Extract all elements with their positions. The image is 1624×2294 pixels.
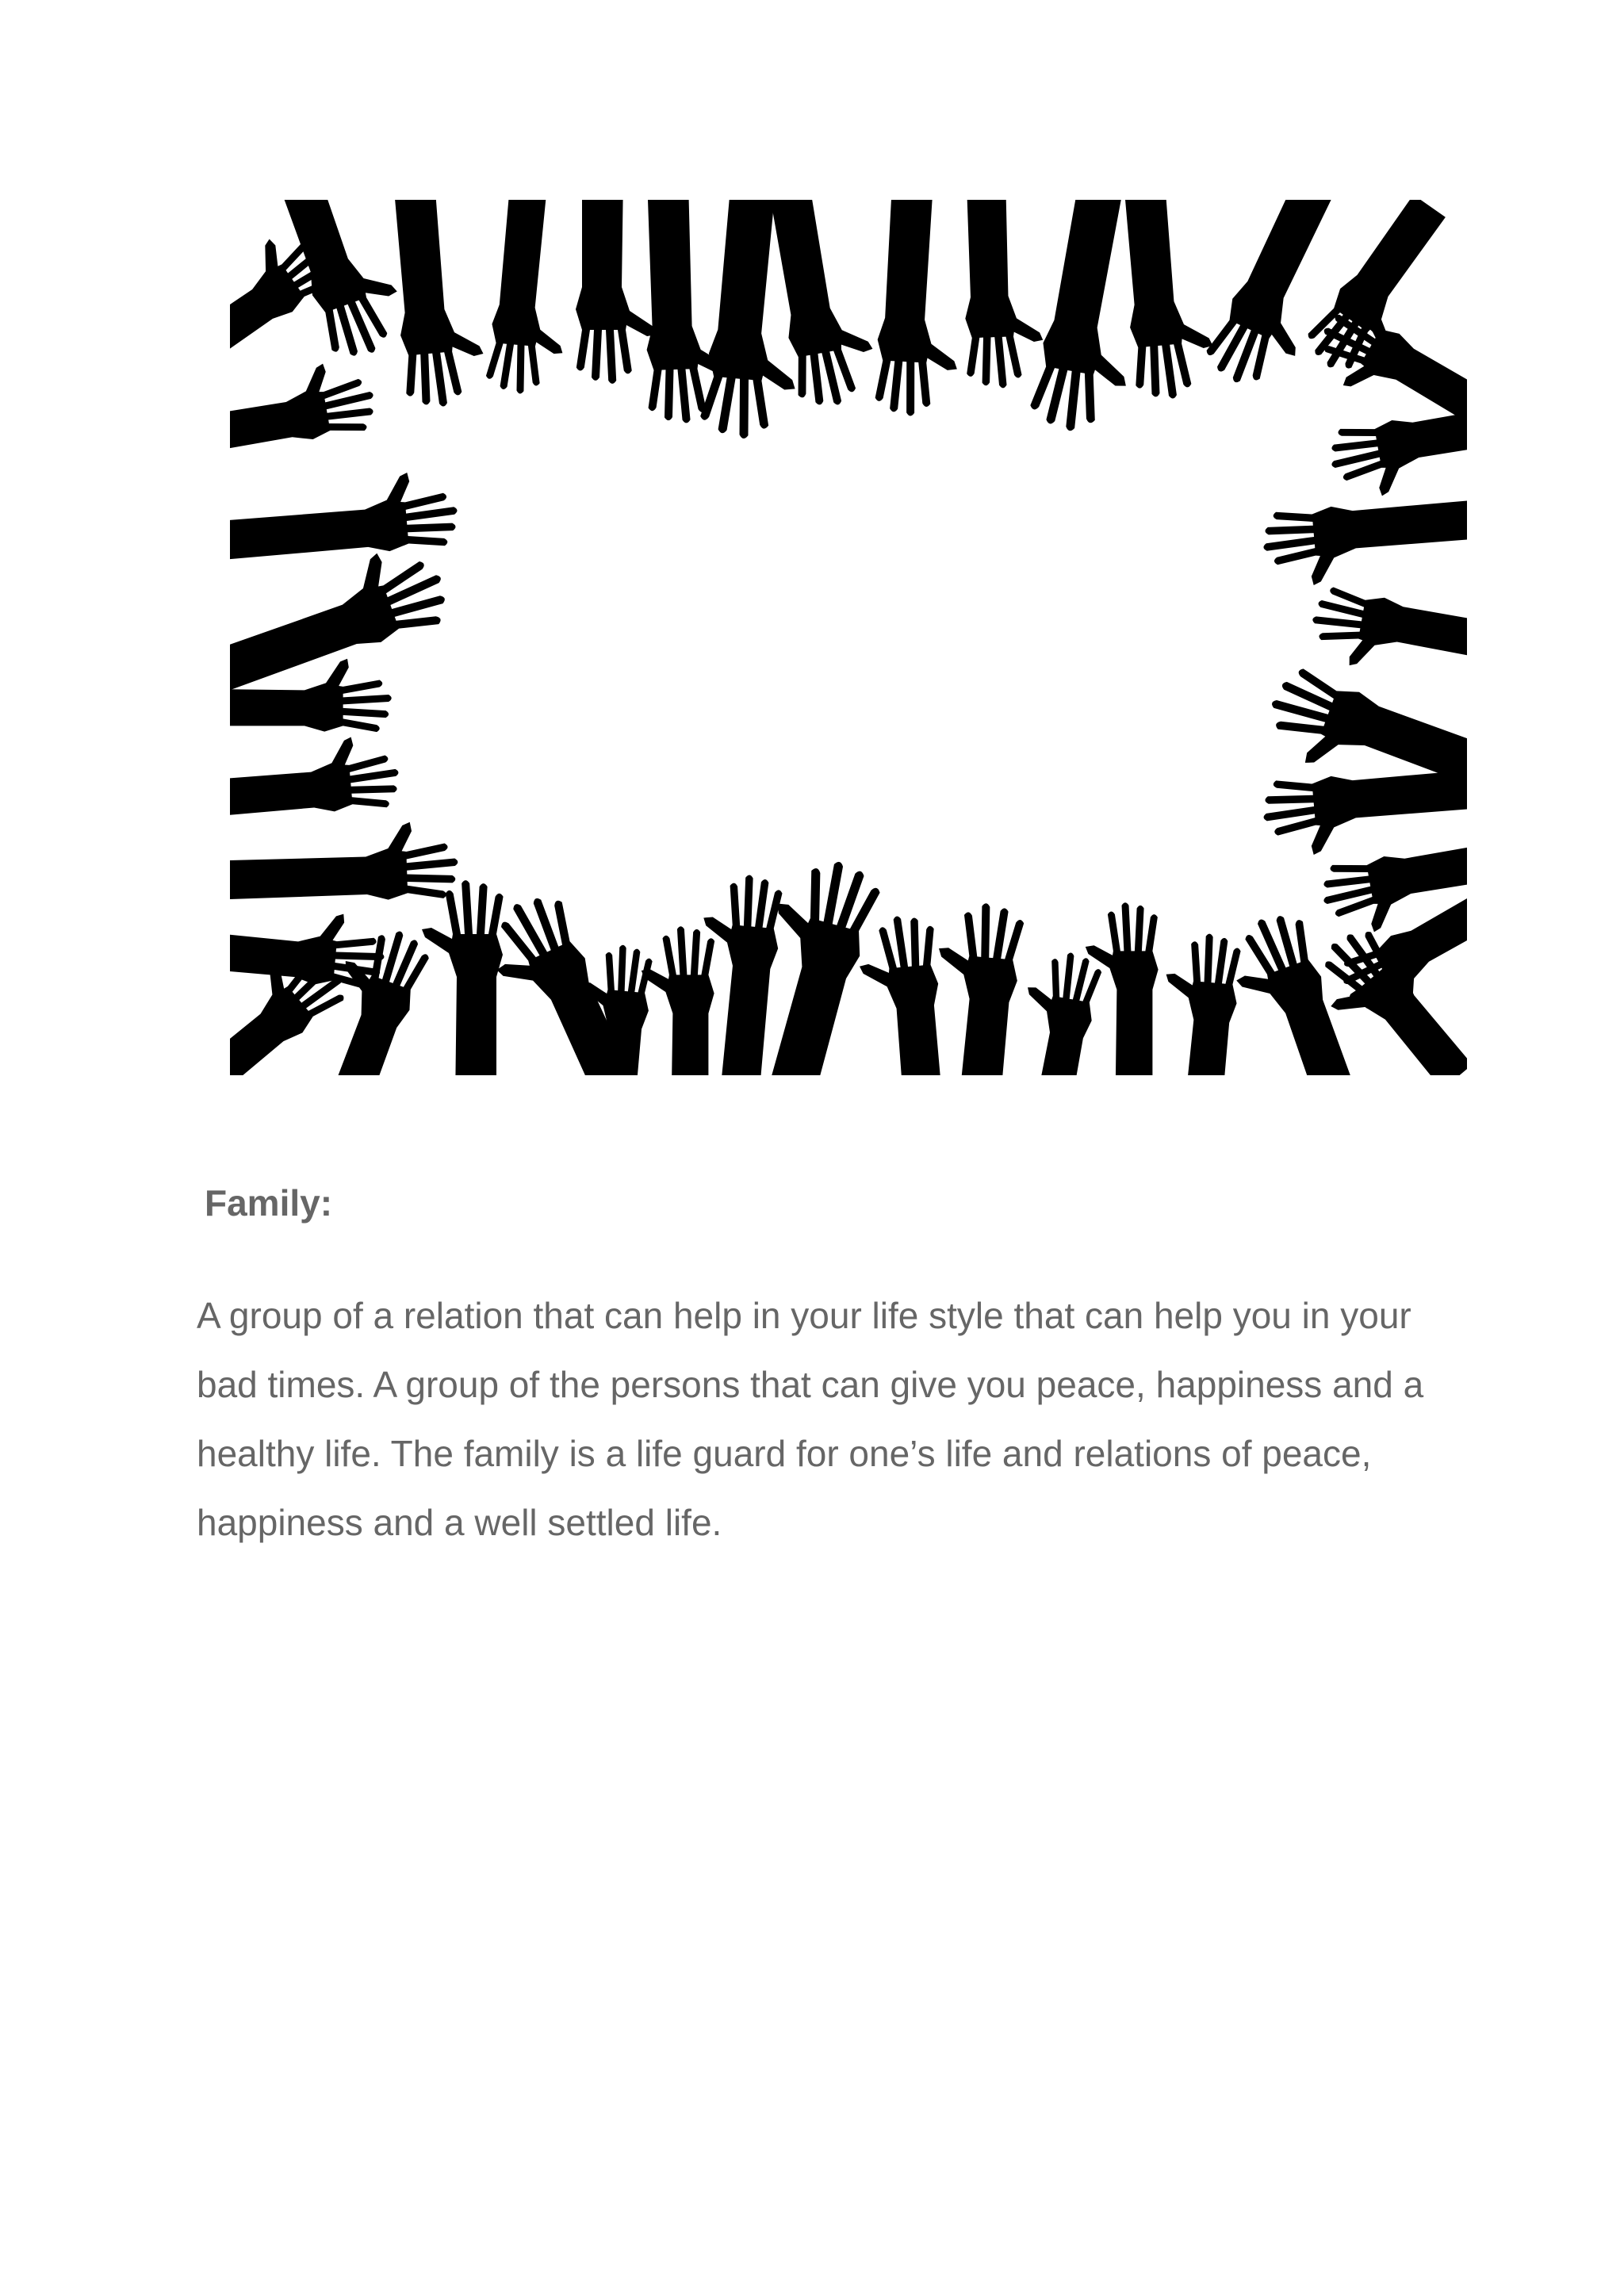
hand-silhouette [1326, 400, 1467, 504]
hands-group [230, 200, 1467, 1075]
hand-silhouette [856, 913, 950, 1075]
hand-silhouette [925, 900, 1025, 1075]
section-heading: Family: [205, 1182, 333, 1224]
hand-silhouette [1261, 760, 1467, 859]
hand-silhouette [1086, 902, 1159, 1075]
hand-silhouette [1306, 584, 1467, 692]
hand-silhouette [874, 200, 967, 418]
hand-silhouette [422, 880, 504, 1075]
hand-silhouette [230, 536, 455, 713]
hand-silhouette [386, 200, 488, 410]
hand-silhouette [642, 926, 714, 1075]
hand-silhouette [576, 200, 657, 384]
hand-silhouette [230, 733, 401, 825]
hand-silhouette [1220, 906, 1365, 1075]
hand-silhouette [230, 469, 460, 568]
hands-illustration [230, 200, 1467, 1075]
hand-silhouette [1009, 946, 1104, 1075]
section-paragraph: A group of a relation that can help in your life style that can help you in your bad times. A group of the persons that can give you peace, happiness and a healthy life. The family is a life guard for one’s life and relations of peace, happiness and a well settled life. [197, 1295, 1424, 1543]
hand-silhouette [230, 356, 379, 461]
reaching-hands-frame-icon [230, 200, 1467, 1075]
hand-silhouette [1116, 200, 1217, 402]
hand-silhouette [1155, 930, 1243, 1075]
hand-silhouette [485, 200, 576, 397]
hand-silhouette [230, 821, 459, 907]
hand-silhouette [1261, 492, 1467, 589]
hand-silhouette [960, 200, 1045, 389]
